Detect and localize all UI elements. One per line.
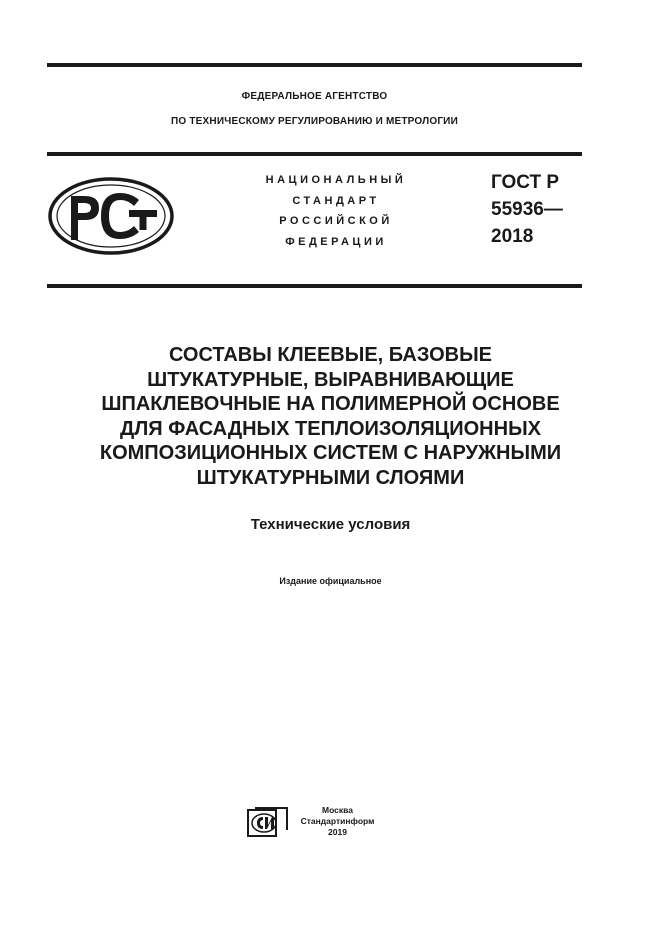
header-rule (47, 152, 582, 156)
standartinform-logo-icon (247, 806, 289, 838)
standard-code (491, 169, 563, 250)
publisher-info (290, 805, 385, 838)
title-line2: ШТУКАТУРНЫЕ, ВЫРАВНИВАЮЩИЕ (147, 368, 514, 391)
publisher-year: 2019 (328, 827, 347, 837)
title-line3: ШПАКЛЕВОЧНЫЕ НА ПОЛИМЕРНОЙ ОСНОВЕ (101, 393, 560, 415)
title-line5: КОМПОЗИЦИОННЫХ СИСТЕМ С НАРУЖНЫМИ (99, 442, 562, 464)
national-standard-line2: СТАНДАРТ (292, 194, 380, 207)
rst-logo-icon (47, 176, 175, 256)
document-title (47, 343, 614, 490)
agency-name-line1: ФЕДЕРАЛЬНОЕ АГЕНТСТВО (241, 91, 388, 102)
publisher-city: Москва (322, 805, 353, 815)
publisher-name: Стандартинформ (300, 816, 375, 826)
agency-name-line2: ПО ТЕХНИЧЕСКОМУ РЕГУЛИРОВАНИЮ И МЕТРОЛОГИИ (171, 116, 458, 127)
standard-code-line3: 2018 (491, 226, 534, 247)
title-rule (47, 284, 582, 288)
top-rule (47, 63, 582, 67)
document-subtitle: Технические условия (250, 516, 411, 533)
title-line6: ШТУКАТУРНЫМИ СЛОЯМИ (196, 466, 465, 489)
national-standard-label (226, 170, 446, 252)
standard-code-line1: ГОСТ Р (491, 172, 560, 193)
national-standard-line3: РОССИЙСКОЙ (279, 215, 393, 227)
national-standard-line4: ФЕДЕРАЦИИ (285, 235, 387, 248)
standard-code-line2: 55936— (491, 199, 563, 220)
edition-label: Издание официальное (279, 576, 382, 586)
title-line1: СОСТАВЫ КЛЕЕВЫЕ, БАЗОВЫЕ (168, 344, 493, 366)
title-line4: ДЛЯ ФАСАДНЫХ ТЕПЛОИЗОЛЯЦИОННЫХ (119, 417, 541, 440)
national-standard-line1: НАЦИОНАЛЬНЫЙ (265, 174, 407, 186)
